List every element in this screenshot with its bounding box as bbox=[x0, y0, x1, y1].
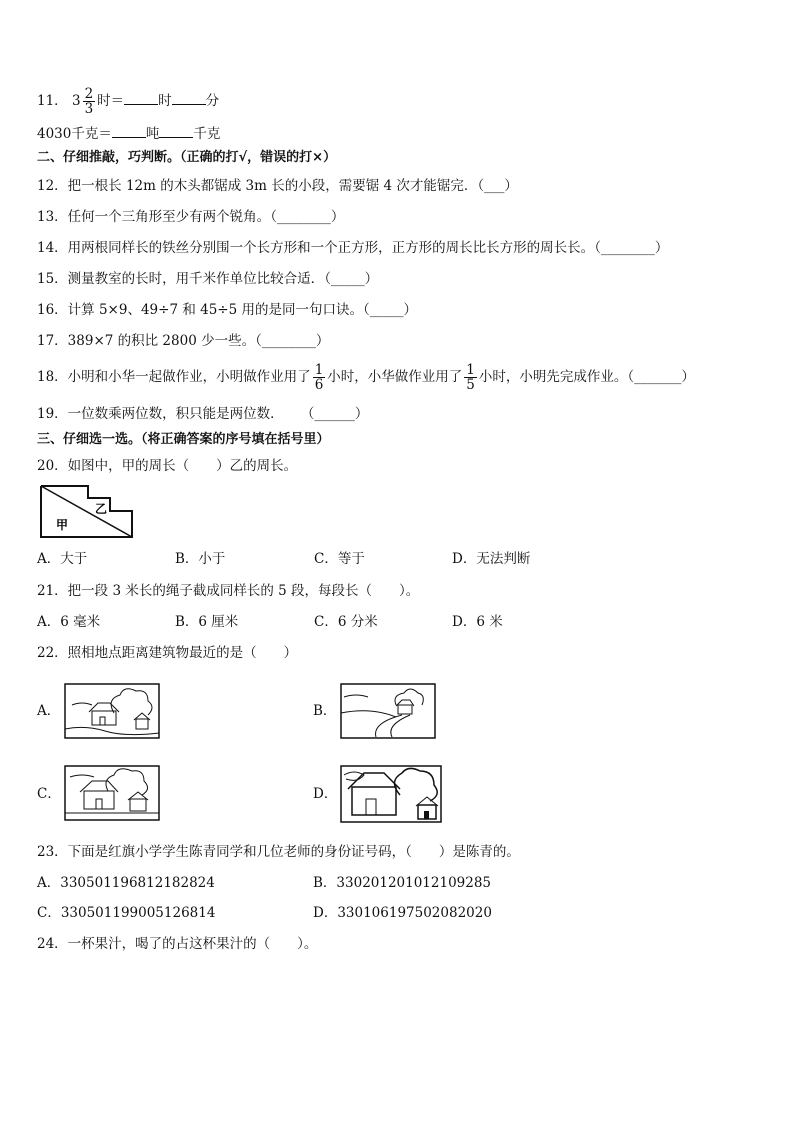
option-d[interactable]: D．无法判断 bbox=[452, 551, 531, 567]
option-b[interactable]: B． bbox=[313, 703, 337, 719]
house-photo-a bbox=[64, 683, 160, 739]
answer-paren[interactable]: （________） bbox=[594, 240, 669, 256]
option-c[interactable]: C．6 分米 bbox=[314, 614, 378, 630]
question-17: 17．389×7 的积比 2800 少一些。（________） bbox=[37, 333, 330, 349]
question-18: 18．小明和小华一起做作业，小明做作业用了 $\frac{1}{6}$ 小时，小华做作业用了 $\frac{1}{5}$ 小时，小明先完成作业。（_______） bbox=[37, 362, 695, 393]
answer-blank[interactable] bbox=[172, 90, 206, 105]
question-19: 19．一位数乘两位数，积只能是两位数． （______） bbox=[37, 406, 369, 422]
answer-paren[interactable]: （________） bbox=[270, 209, 345, 225]
question-20: 20．如图中，甲的周长（ ）乙的周长。 bbox=[37, 458, 298, 474]
answer-paren[interactable]: （_____） bbox=[363, 302, 417, 318]
option-b[interactable]: B．小于 bbox=[175, 551, 226, 567]
question-22: 22．照相地点距离建筑物最近的是（ ） bbox=[37, 645, 298, 661]
option-b[interactable]: B．6 厘米 bbox=[175, 614, 239, 630]
option-b[interactable]: B．330201201012109285 bbox=[313, 875, 492, 891]
answer-paren[interactable]: （________） bbox=[255, 333, 330, 349]
answer-paren[interactable]: （______） bbox=[300, 406, 369, 422]
option-c[interactable]: C．等于 bbox=[314, 551, 365, 567]
label-jia: 甲 bbox=[56, 518, 69, 532]
question-23: 23．下面是红旗小学学生陈青同学和几位老师的身份证号码，（ ）是陈青的。 bbox=[37, 844, 520, 860]
question-11-line-2: 4030千克＝ 吨 千克 bbox=[37, 123, 220, 144]
fraction: $\frac{2}{3}$ bbox=[84, 86, 94, 117]
option-a[interactable]: A．330501196812182824 bbox=[37, 875, 215, 891]
question-15: 15．测量教室的长时，用千米作单位比较合适．（_____） bbox=[37, 271, 379, 287]
option-d[interactable]: D．330106197502082020 bbox=[313, 905, 492, 921]
question-16: 16．计算 5×9、49÷7 和 45÷5 用的是同一句口诀。（_____） bbox=[37, 302, 417, 318]
mixed-number-whole: 3 bbox=[71, 93, 81, 109]
question-14: 14．用两根同样长的铁丝分别围一个长方形和一个正方形，正方形的周长比长方形的周长长。（________） bbox=[37, 240, 669, 256]
option-d[interactable]: D． bbox=[313, 786, 338, 802]
answer-paren[interactable]: （_____） bbox=[324, 271, 379, 287]
question-11: 11． 3 $\frac{2}{3}$ 时＝ 时 分 bbox=[37, 86, 220, 117]
label-yi: 乙 bbox=[95, 502, 108, 516]
section-heading: 二、仔细推敲，巧判断。（正确的打√，错误的打×） bbox=[37, 150, 337, 165]
fraction: $\frac{1}{6}$ bbox=[314, 362, 324, 393]
house-photo-d bbox=[340, 765, 442, 823]
question-13: 13．任何一个三角形至少有两个锐角。（________） bbox=[37, 209, 345, 225]
option-c[interactable]: C． bbox=[37, 786, 61, 802]
answer-blank[interactable] bbox=[124, 90, 158, 105]
question-12: 12．把一根长 12m 的木头都锯成 3m 长的小段，需要锯 4 次才能锯完．（___） bbox=[37, 178, 518, 194]
question-24: 24．一杯果汁，喝了的占这杯果汁的（ ）。 bbox=[37, 936, 318, 952]
answer-blank[interactable] bbox=[112, 123, 146, 138]
fraction: $\frac{1}{5}$ bbox=[466, 362, 475, 393]
house-photo-c bbox=[64, 765, 160, 821]
answer-paren[interactable]: （_______） bbox=[627, 369, 695, 385]
question-number: 11． bbox=[37, 93, 68, 109]
perimeter-figure bbox=[40, 485, 134, 539]
option-d[interactable]: D．6 米 bbox=[452, 614, 503, 630]
house-photo-b bbox=[340, 683, 436, 739]
option-a[interactable]: A．6 毫米 bbox=[37, 614, 101, 630]
option-a[interactable]: A． bbox=[37, 703, 61, 719]
question-21: 21．把一段 3 米长的绳子截成同样长的 5 段，每段长（ ）。 bbox=[37, 583, 420, 599]
option-a[interactable]: A．大于 bbox=[37, 551, 88, 567]
answer-blank[interactable] bbox=[159, 123, 193, 138]
section-heading: 三、仔细选一选。（将正确答案的序号填在括号里） bbox=[37, 432, 330, 447]
option-c[interactable]: C．330501199005126814 bbox=[37, 905, 216, 921]
answer-paren[interactable]: （___） bbox=[477, 178, 518, 194]
